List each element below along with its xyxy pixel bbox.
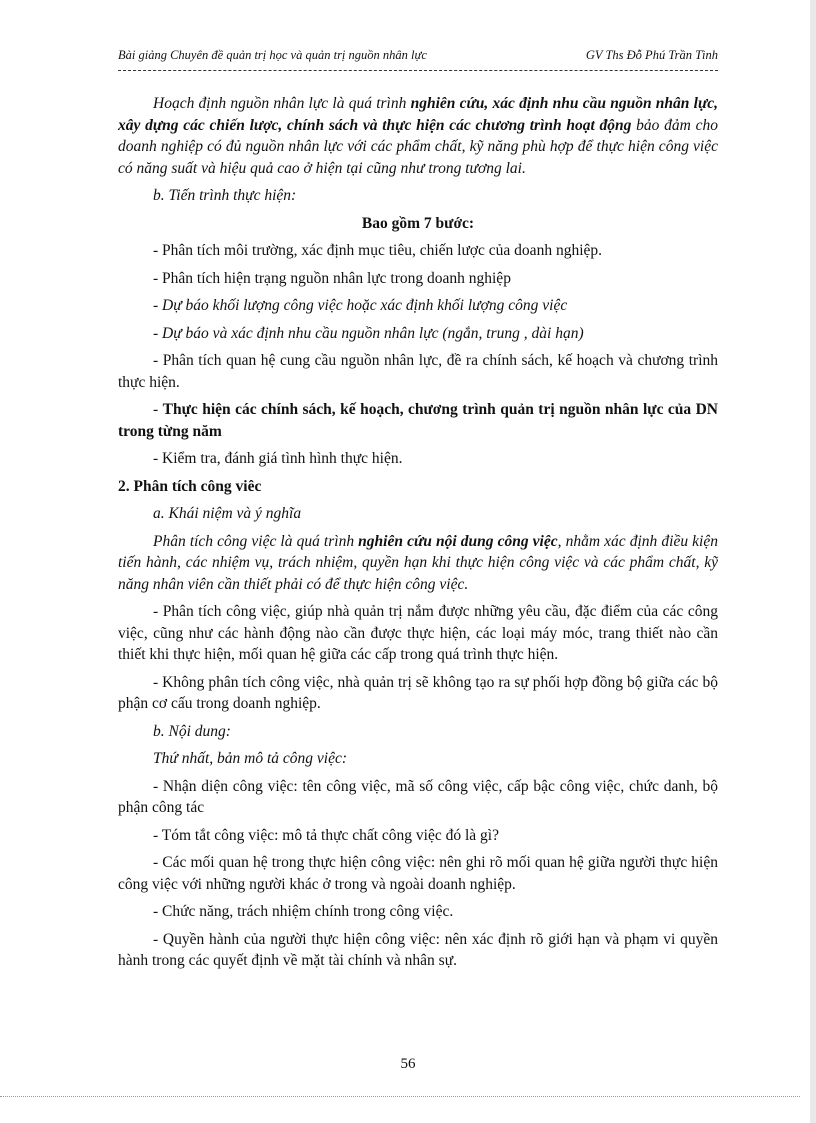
text-run: bảo đảm cho doanh nghiệp có đủ nguồn nhân lực với các phẩm chất, kỹ năng phù hợp để thực hiện công việc có năng suất và hiệu quả cao ở hiện tại cũng như trong tương lai.: [118, 116, 718, 177]
description-item: - Quyền hành của người thực hiện công việc: nên xác định rõ giới hạn và phạm vi quyền hành trong các quyết định về mặt tài chính và nhân sự.: [118, 930, 718, 969]
page-body: [118, 93, 718, 978]
text-run: Phân tích công việc là quá trình: [153, 532, 359, 550]
step-item: - Phân tích hiện trạng nguồn nhân lực trong doanh nghiệp: [153, 269, 511, 287]
subsection-heading: b. Nội dung:: [153, 722, 231, 740]
bold-run: nghiên cứu, xác định nhu cầu nguồn nhân lực, xây dựng các chiến lược, chính sách và thực hiện các chương trình hoạt động: [118, 95, 718, 134]
step-item: [118, 399, 718, 442]
step-item: - Phân tích quan hệ cung cầu nguồn nhân lực, đề ra chính sách, kế hoạch và chương trình thực hiện.: [118, 352, 718, 391]
step-item: - Phân tích môi trường, xác định mục tiêu, chiến lược của doanh nghiệp.: [153, 242, 603, 259]
description-item: - Chức năng, trách nhiệm chính trong công việc.: [153, 903, 454, 920]
text-run: , nhằm xác định điều kiện tiến hành, các nhiệm vụ, trách nhiệm, quyền hạn khi thực hiện công việc và các phẩm chất, kỹ năng nhân viên cần thiết phải có để thực hiện công việc.: [118, 532, 718, 593]
page-number: 56: [400, 1056, 416, 1072]
bold-run: nghiên cứu nội dung công việc: [358, 532, 558, 550]
header-author: GV Ths Đỗ Phú Trần Tình: [585, 48, 718, 62]
subsection-heading: a. Khái niệm và ý nghĩa: [153, 505, 302, 522]
planning-definition: [118, 93, 718, 179]
page-edge-shadow: [810, 0, 816, 1123]
header-course-title: Bài giảng Chuyên đề quản trị học và quản trị nguồn nhân lực: [118, 48, 427, 62]
text-run: -: [153, 401, 163, 418]
description-item: - Nhận diện công việc: tên công việc, mã số công việc, cấp bậc công việc, chức danh, bộ phận công tác: [118, 777, 718, 816]
subsection-heading: Thứ nhất, bản mô tả công việc:: [153, 750, 347, 767]
step-item: - Kiểm tra, đánh giá tình hình thực hiện.: [153, 450, 403, 467]
body-paragraph: - Không phân tích công việc, nhà quản trị sẽ không tạo ra sự phối hợp đồng bộ giữa các bộ phận cơ cấu trong doanh nghiệp.: [118, 673, 718, 712]
header-divider: [118, 70, 718, 71]
page-bottom-edge: [0, 1096, 800, 1097]
description-item: - Các mối quan hệ trong thực hiện công việc: nên ghi rõ mối quan hệ giữa người thực hiện công việc với những người khác ở trong và ngoài doanh nghiệp.: [118, 854, 718, 893]
steps-title: Bao gồm 7 bước:: [361, 214, 475, 232]
text-run: Hoạch định nguồn nhân lực là quá trình: [153, 95, 411, 112]
process-heading: b. Tiến trình thực hiện:: [153, 187, 297, 204]
description-item: - Tóm tắt công việc: mô tả thực chất công việc đó là gì?: [153, 826, 499, 844]
body-paragraph: - Phân tích công việc, giúp nhà quản trị nắm được những yêu cầu, đặc điểm của các công việc, cũng như các hành động nào cần được thực hiện, các loại máy móc, trang thiết nào cần thiết khi thực hiện, mối quan hệ giữa các cấp trong quá trình thực hiện.: [118, 603, 718, 663]
step-item: - Dự báo khối lượng công việc hoặc xác định khối lượng công việc: [153, 297, 568, 314]
bold-run: Thực hiện các chính sách, kế hoạch, chương trình quản trị nguồn nhân lực của DN trong từng năm: [118, 401, 718, 440]
job-analysis-definition: [118, 531, 718, 596]
step-item: - Dự báo và xác định nhu cầu nguồn nhân lực (ngắn, trung , dài hạn): [153, 324, 584, 342]
section-title: 2. Phân tích công viêc: [118, 477, 262, 495]
